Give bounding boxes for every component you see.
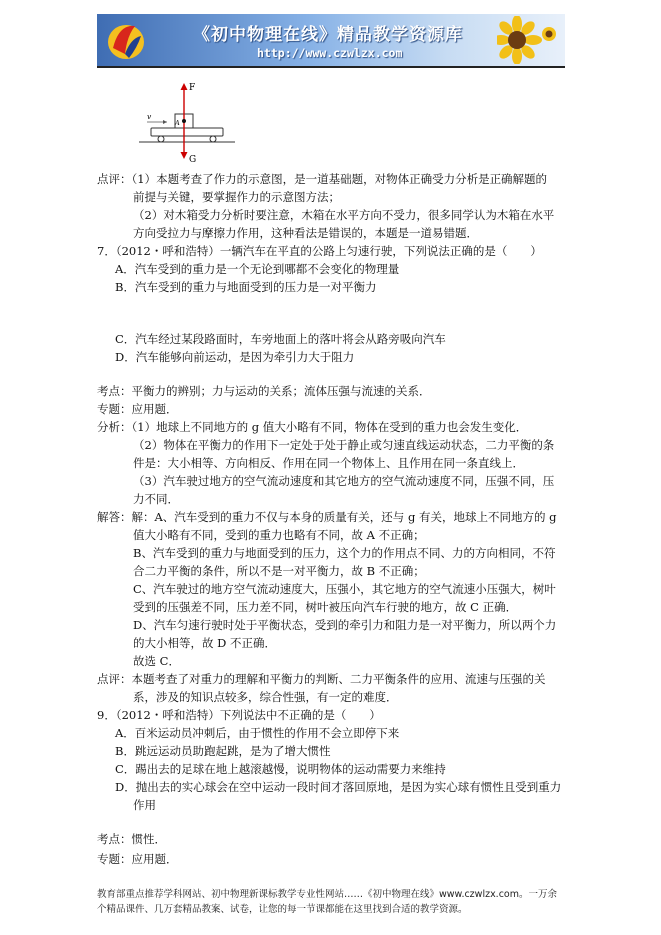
text-line: 点评：（1）本题考查了作力的示意图，是一道基础题，对物体正确受力分析是正确解题的 (97, 172, 548, 186)
sunflower-icon (497, 16, 559, 64)
banner-url[interactable]: http://www.czwlzx.com (257, 46, 403, 60)
diagram-wheel-right (210, 136, 216, 142)
text-line: （2）物体在平衡力的作用下一定处于处于静止或匀速直线运动状态，二力平衡的条 (133, 438, 555, 452)
label-v: v (147, 112, 152, 121)
option-b: B．跳远运动员助跑起跳，是为了增大惯性 (115, 744, 331, 758)
question-7: 7．（2012・呼和浩特）一辆汽车在平直的公路上匀速行驶，下列说法正确的是（ ） (97, 244, 542, 258)
option-a: A．汽车受到的重力是一个无论到哪都不会变化的物理量 (115, 262, 400, 276)
footer-line-2: 个精品课件、几万套精品教案、试卷，让您的每一节课都能在这里找到合适的教学资源。 (97, 904, 468, 915)
question-9: 9．（2012・呼和浩特）下列说法中不正确的是（ ） (97, 708, 381, 722)
option-b: B．汽车受到的重力与地面受到的压力是一对平衡力 (115, 280, 377, 294)
text-line: 方向受拉力与摩擦力作用，这种看法是错误的，本题是一道易错题． (133, 226, 478, 240)
text-line: 力不同． (133, 492, 179, 506)
answer-choice: 故选 C． (133, 654, 180, 668)
text-line: 系，涉及的知识点较多，综合性强，有一定的难度． (133, 690, 398, 704)
option-d: D．抛出去的实心球会在空中运动一段时间才落回原地，是因为实心球有惯性且受到重力 (115, 780, 562, 794)
text-line: 受到的压强差不同，压力差不同，树叶被压向汽车行驶的地方，故 C 正确． (133, 600, 518, 614)
option-c: C．踢出去的足球在地上越滚越慢，说明物体的运动需要力来维持 (115, 762, 446, 776)
kaodian: 考点：惯性． (97, 832, 166, 846)
text-line: B、汽车受到的重力与地面受到的压力，这个力的作用点不同、力的方向相同，不符 (133, 546, 556, 560)
footer-line-1: 教育部重点推荐学科网站、初中物理新课标教学专业性网站……《初中物理在线》www.czwlzx.com。一万余 (97, 889, 557, 900)
text-line: （2）对木箱受力分析时要注意，木箱在水平方向不受力，很多同学认为木箱在水平 (133, 208, 555, 222)
text-line: 合二力平衡的条件，所以不是一对平衡力，故 B 不正确； (133, 564, 425, 578)
label-a: A (175, 119, 180, 127)
site-logo-icon (105, 18, 147, 62)
kaodian: 考点：平衡力的辨别；力与运动的关系；流体压强与流速的关系． (97, 384, 431, 398)
text-line: （3）汽车驶过地方的空气流动速度和其它地方的空气流动速度不同，压强不同，压 (133, 474, 555, 488)
fenxi: 分析：（1）地球上不同地方的 g 值大小略有不同，物体在受到的重力也会发生变化． (97, 420, 528, 434)
label-f: F (189, 83, 196, 93)
option-c: C．汽车经过某段路面时，车旁地面上的落叶将会从路旁吸向汽车 (115, 332, 446, 346)
jieda: 解答：解：A、汽车受到的重力不仅与本身的质量有关，还与 g 有关，地球上不同地方的 g (97, 510, 557, 524)
option-d: D．汽车能够向前运动，是因为牵引力大于阻力 (115, 350, 355, 364)
diagram-cart (151, 128, 223, 136)
page-footer (97, 887, 575, 917)
text-line: 前提与关键，要掌握作力的示意图方法； (133, 190, 340, 204)
header-rule (97, 66, 565, 68)
force-diagram (137, 80, 237, 166)
text-line: 值大小略有不同，受到的重力也略有不同，故 A 不正确； (133, 528, 425, 542)
text-line: 件是：大小相等、方向相反、作用在同一个物体上、且作用在同一条直线上． (133, 456, 524, 470)
option-a: A．百米运动员冲刺后，由于惯性的作用不会立即停下来 (115, 726, 400, 740)
center-of-gravity (182, 119, 186, 123)
dianping: 点评：本题考查了对重力的理解和平衡力的判断、二力平衡条件的应用、流速与压强的关 (97, 672, 546, 686)
zhuanti: 专题：应用题． (97, 402, 178, 416)
banner-title: 《初中物理在线》精品教学资源库 (193, 25, 463, 45)
header-banner (97, 14, 565, 66)
text-line: C、汽车驶过的地方空气流动速度大，压强小，其它地方的空气流速小压强大，树叶 (133, 582, 556, 596)
text-line: 的大小相等，故 D 不正确． (133, 636, 277, 650)
zhuanti: 专题：应用题． (97, 852, 178, 866)
text-line: D、汽车匀速行驶时处于平衡状态，受到的牵引力和阻力是一对平衡力，所以两个力 (133, 618, 557, 632)
diagram-wheel-left (158, 136, 164, 142)
label-g: G (189, 155, 197, 165)
text-line: 作用 (133, 798, 156, 812)
